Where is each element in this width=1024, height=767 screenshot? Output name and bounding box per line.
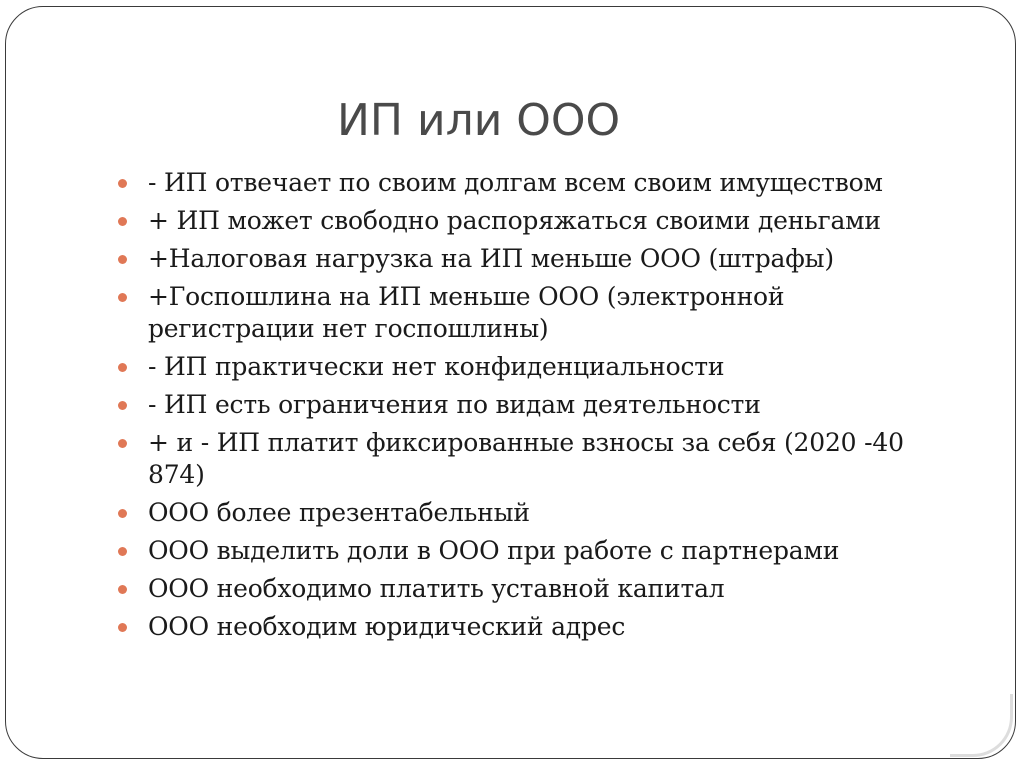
bullet-dot-icon xyxy=(118,293,127,302)
list-item xyxy=(118,389,958,421)
bullet-dot-icon xyxy=(118,509,127,518)
bullet-text: - ИП есть ограничения по видам деятельности xyxy=(148,390,761,419)
list-item xyxy=(118,427,958,491)
bullet-dot-icon xyxy=(118,401,127,410)
list-item xyxy=(118,573,958,605)
bullet-text: + и - ИП платит фиксированные взносы за себя (2020 -40 874) xyxy=(148,428,904,489)
list-item xyxy=(118,281,958,345)
bullet-text: ООО необходим юридический адрес xyxy=(148,612,626,641)
slide-frame xyxy=(5,6,1016,759)
list-item xyxy=(118,243,958,275)
bullet-text: - ИП практически нет конфиденциальности xyxy=(148,352,725,381)
bullet-dot-icon xyxy=(118,585,127,594)
bullet-dot-icon xyxy=(118,547,127,556)
bullet-dot-icon xyxy=(118,623,127,632)
list-item xyxy=(118,611,958,643)
bullet-text: ООО более презентабельный xyxy=(148,498,530,527)
bullet-dot-icon xyxy=(118,179,127,188)
list-item xyxy=(118,167,958,199)
bullet-text: ООО необходимо платить уставной капитал xyxy=(148,574,725,603)
slide-corner-shadow xyxy=(950,694,1013,757)
bullet-text: +Налоговая нагрузка на ИП меньше ООО (штрафы) xyxy=(148,244,834,273)
bullet-list xyxy=(118,167,958,649)
list-item xyxy=(118,535,958,567)
bullet-dot-icon xyxy=(118,363,127,372)
bullet-text: - ИП отвечает по своим долгам всем своим имуществом xyxy=(148,168,883,197)
list-item xyxy=(118,205,958,237)
bullet-dot-icon xyxy=(118,439,127,448)
list-item xyxy=(118,351,958,383)
bullet-text: ООО выделить доли в ООО при работе с партнерами xyxy=(148,536,840,565)
bullet-dot-icon xyxy=(118,217,127,226)
bullet-dot-icon xyxy=(118,255,127,264)
slide-title: ИП или ООО xyxy=(337,95,621,146)
bullet-text: + ИП может свободно распоряжаться своими деньгами xyxy=(148,206,881,235)
list-item xyxy=(118,497,958,529)
bullet-text: +Госпошлина на ИП меньше ООО (электронной регистрации нет госпошлины) xyxy=(148,282,785,343)
